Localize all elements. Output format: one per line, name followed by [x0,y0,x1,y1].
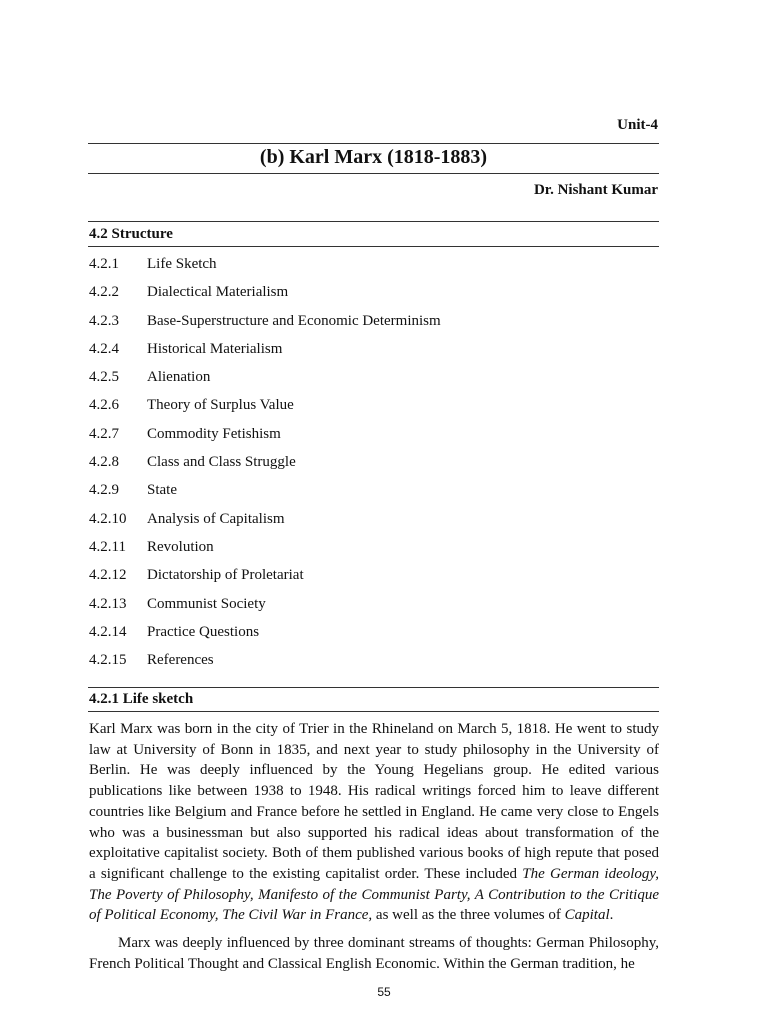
life-sketch-rule-bottom [88,711,659,712]
structure-heading: 4.2 Structure [89,226,173,242]
item-number: 4.2.5 [89,369,119,386]
paragraph-end: . [609,907,614,924]
list-item [89,254,660,282]
page-title: (b) Karl Marx (1818-1883) [259,146,488,168]
item-label: Base-Superstructure and Economic Determinism [147,312,441,329]
item-label: Alienation [147,369,211,386]
list-item [89,311,660,339]
structure-list [89,254,660,678]
item-number: 4.2.3 [89,312,119,329]
item-label: Revolution [147,538,214,555]
item-label: Dialectical Materialism [147,284,289,301]
item-number: 4.2.12 [89,567,127,584]
life-sketch-heading: 4.2.1 Life sketch [89,691,194,707]
item-number: 4.2.14 [89,623,127,640]
capital-title: Capital [564,907,610,924]
item-label: Analysis of Capitalism [147,510,285,527]
item-label: Commodity Fetishism [147,425,281,442]
life-sketch-paragraph-2: Marx was deeply influenced by three dominant streams of thoughts: German Philosophy, French Political Thought and Classical English Economic. Within the German tradition, he [89,935,659,972]
item-label: Historical Materialism [147,340,283,357]
item-label: Theory of Surplus Value [147,397,294,414]
book-titles: The German ideology, The Poverty of Philosophy, Manifesto of the Communist Party, A Contribution to the Critique of Political Economy, The Civil War in France, [89,865,659,924]
item-number: 4.2.1 [89,256,119,272]
list-item [89,650,660,678]
title-rule-bottom [88,173,659,174]
list-item [89,537,660,565]
life-sketch-rule-top [88,687,659,688]
unit-label: Unit-4 [617,117,658,133]
item-number: 4.2.13 [89,595,127,612]
list-item [89,452,660,480]
list-item [89,339,660,367]
author-name: Dr. Nishant Kumar [533,182,658,198]
item-number: 4.2.11 [89,538,126,555]
item-label: Dictatorship of Proletariat [147,567,304,584]
item-label: Life Sketch [147,256,217,272]
structure-rule-top [88,221,659,222]
paragraph-text: Karl Marx was born in the city of Trier in the Rhineland on March 5, 1818. He went to study law at University of Bonn in 1835, and next year to study philosophy in the University of Berlin. He was deeply influenced by the Young Hegelians group. He edited various publications like between 1938 to 1948. His radical writings forced him to leave different countries like Belgium and France before he settled in England. He came very close to Engels who was a businessman but also supported his radical ideas about transformation of the exploitative capitalist society. Both of them published various books of high repute that posed a significant challenge to the existing capitalist order. These included [89,721,659,882]
life-sketch-paragraph-1 [89,719,659,926]
list-item [89,565,660,593]
item-label: Practice Questions [147,623,260,640]
list-item [89,480,660,508]
list-item [89,424,660,452]
title-rule-top [88,143,659,144]
item-number: 4.2.15 [89,652,127,669]
item-number: 4.2.7 [89,425,119,442]
page-number: 55 [377,985,391,999]
list-item [89,395,660,423]
list-item [89,509,660,537]
item-number: 4.2.8 [89,454,119,471]
item-label: References [147,652,214,669]
list-item [89,282,660,310]
item-number: 4.2.9 [89,482,119,499]
structure-rule-bottom [88,246,659,247]
paragraph-text: as well as the three volumes of [372,907,565,924]
item-label: Class and Class Struggle [147,454,296,471]
item-label: State [147,482,177,499]
item-label: Communist Society [147,595,266,612]
list-item [89,622,660,650]
item-number: 4.2.10 [89,510,127,527]
item-number: 4.2.6 [89,397,119,414]
list-item [89,594,660,622]
item-number: 4.2.4 [89,340,119,357]
item-number: 4.2.2 [89,284,119,301]
list-item [89,367,660,395]
